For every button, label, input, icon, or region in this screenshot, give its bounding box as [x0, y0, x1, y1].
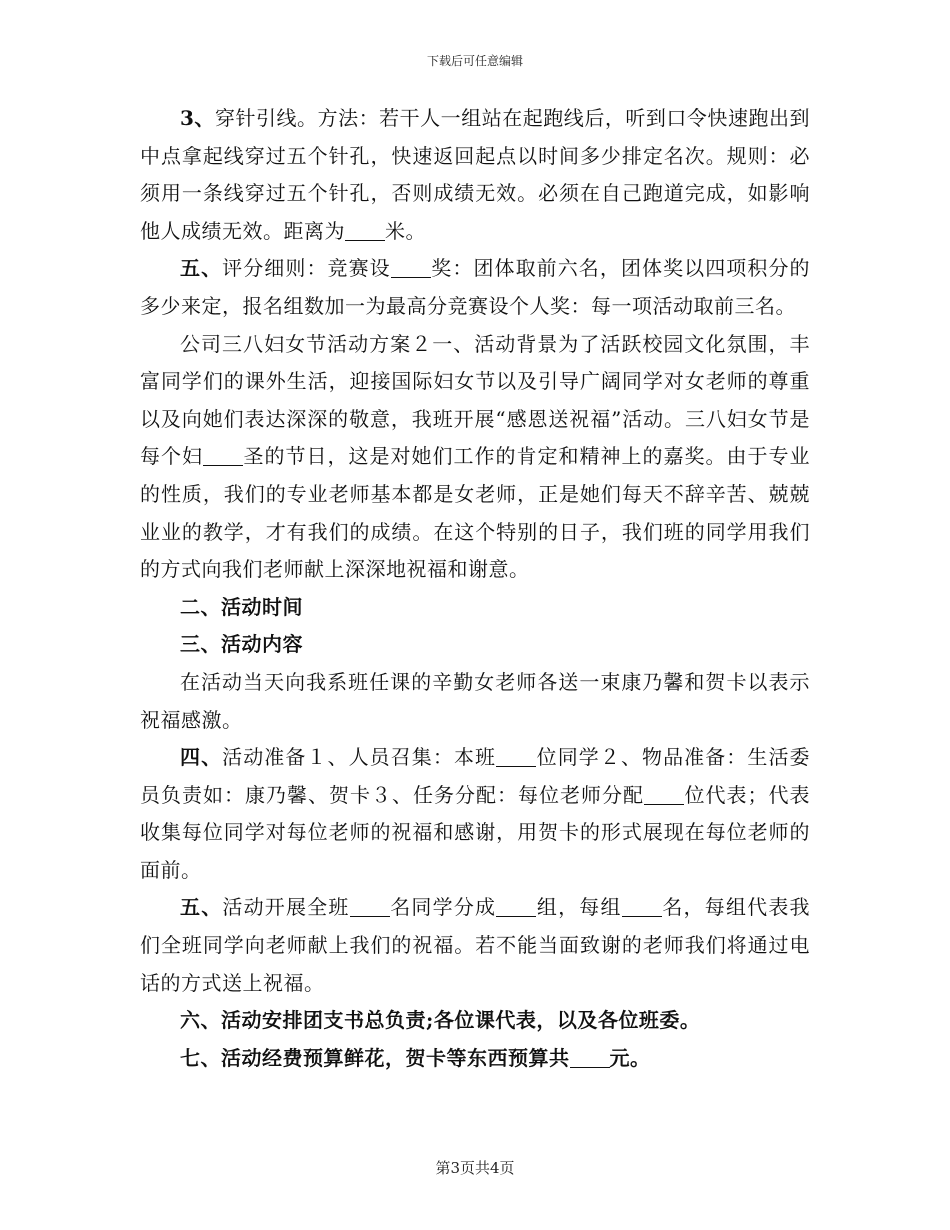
paragraph-text: 位同学２、物品准备：生活委员负责如：康乃馨、贺卡３、任务分配：每位老师分配 [140, 745, 811, 807]
paragraph-activity-content [140, 664, 810, 739]
paragraph-scoring [140, 250, 810, 325]
paragraph-lead: 五、 [180, 256, 223, 281]
paragraph-lead: 3、 [180, 106, 215, 130]
fill-blank [350, 896, 390, 917]
page-header [0, 52, 950, 69]
paragraph-preparation [140, 739, 810, 889]
heading-activity-content: 三、活动内容 [180, 632, 303, 657]
paragraph-lead: 五、 [180, 895, 223, 920]
heading-text: 元。 [609, 1045, 651, 1070]
heading-activity-time: 二、活动时间 [180, 594, 303, 619]
paragraph-text: 评分细则：竞赛设 [222, 256, 391, 281]
paragraph-text: 活动准备１、人员召集：本班 [222, 745, 497, 770]
fill-blank [203, 445, 243, 466]
fill-blank [570, 1047, 610, 1068]
fill-blank [391, 257, 431, 278]
heading-text: 七、活动经费预算鲜花，贺卡等东西预算共 [180, 1045, 570, 1070]
paragraph-execution [140, 889, 810, 1002]
fill-blank [345, 220, 385, 241]
paragraph-text: 位代表；代表收集每位同学对每位老师的祝福和感谢，用贺卡的形式展现在每位老师的面前。 [140, 782, 810, 882]
document-body [140, 100, 810, 1077]
heading-arrangement: 六、活动安排团支书总负责;各位课代表，以及各位班委。 [180, 1008, 701, 1033]
fill-blank [644, 784, 684, 805]
paragraph-text: 奖：团体取前六名，团体奖以四项积分的多少来定，报名组数加一为最高分竞赛设个人奖：每一项活动取前三名。 [140, 256, 811, 318]
paragraph-text: 名同学分成 [389, 895, 497, 920]
paragraph-plan-background [140, 326, 810, 589]
paragraph-threading [140, 100, 810, 250]
paragraph-lead: 四、 [180, 745, 223, 770]
paragraph-text: 活动开展全班 [222, 895, 350, 920]
paragraph-text: 穿针引线。方法：若干人一组站在起跑线后，听到口令快速跑出到中点拿起线穿过五个针孔，快速返回起点以时间多少排定名次。规则：必须用一条线穿过五个针孔，否则成绩无效。必须在自己跑道完成，如影响他人成绩无效。距离为 [140, 106, 811, 243]
paragraph-text: 名，每组代表我们全班同学向老师献上我们的祝福。若不能当面致谢的老师我们将通过电话的方式送上祝福。 [140, 895, 811, 995]
page-footer [0, 1157, 950, 1178]
fill-blank [496, 746, 536, 767]
paragraph-text: 在活动当天向我系班任课的辛勤女老师各送一束康乃馨和贺卡以表示祝福感激。 [140, 669, 810, 732]
paragraph-text: 组，每组 [536, 895, 622, 920]
heading-budget [140, 1040, 810, 1078]
fill-blank [496, 896, 536, 917]
paragraph-text: 圣的节日，这是对她们工作的肯定和精神上的嘉奖。由于专业的性质，我们的专业老师基本都是女老师，正是她们每天不辞辛苦、兢兢业业的教学，才有我们的成绩。在这个特别的日子，我们班的同学用我们的方式向我们老师献上深深地祝福和谢意。 [140, 444, 810, 582]
paragraph-text: 米。 [385, 218, 426, 243]
header-text: 下载后可任意编辑 [426, 54, 523, 68]
fill-blank [622, 896, 662, 917]
paragraph-text: 公司三八妇女节活动方案２一、活动背景为了活跃校园文化氛围，丰富同学们的课外生活，迎接国际妇女节以及引导广阔同学对女老师的尊重以及向她们表达深深的敬意，我班开展“感恩送祝福”活动。三八妇女节是每个妇 [140, 331, 810, 469]
page-number: 第3页共4页 [435, 1159, 515, 1177]
